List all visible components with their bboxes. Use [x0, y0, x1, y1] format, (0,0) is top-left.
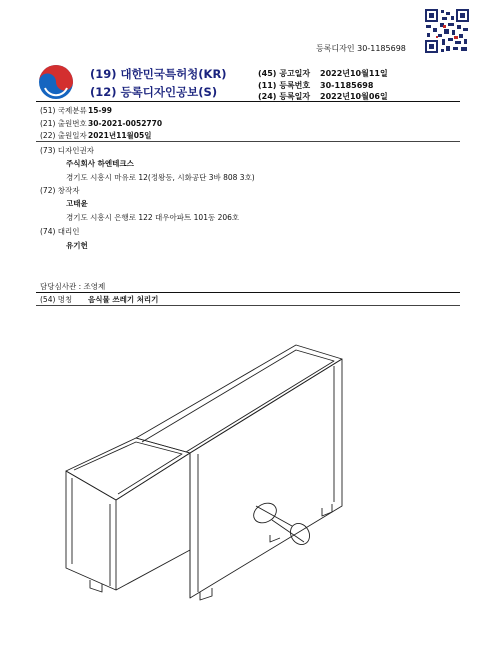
- inventor-label: (72) 창작자: [40, 186, 80, 195]
- meta-label: (11) 등록번호: [258, 81, 311, 90]
- field-value: 2021년11월05일: [88, 131, 152, 140]
- meta-value: 2022년10월11일: [320, 69, 388, 78]
- publication-kind: (12) 등록디자인공보(S): [90, 85, 218, 99]
- field-label: (22) 출원일자: [40, 131, 87, 140]
- field-label: (51) 국제분류: [40, 106, 87, 115]
- design-drawing: [60, 330, 430, 610]
- design-title: [40, 294, 158, 305]
- main-body-edges: [198, 366, 334, 592]
- kipo-logo-icon: [36, 62, 76, 102]
- section-divider: [36, 141, 460, 142]
- agent-label: (74) 대리인: [40, 227, 80, 236]
- issuing-office: (19) 대한민국특허청(KR): [90, 67, 227, 81]
- header-divider: [36, 101, 460, 102]
- meta-value: 2022년10월06일: [320, 92, 388, 101]
- title-divider-bottom: [36, 305, 460, 306]
- agent-name: 유기헌: [66, 241, 88, 250]
- lid-box-front: [66, 471, 116, 590]
- foot-rear-right: [322, 504, 332, 516]
- lid-box-side: [116, 453, 190, 590]
- field-value: 15-99: [88, 106, 112, 115]
- top-bevel: [142, 350, 334, 452]
- foot-middle: [270, 535, 280, 542]
- creator-address: 경기도 시흥시 마유로 12(정왕동, 시화공단 3바 808 3호): [66, 173, 255, 182]
- field-classification: [40, 105, 112, 116]
- field-label: (21) 출원번호: [40, 119, 87, 128]
- title-value: 음식물 쓰레기 처리기: [88, 295, 159, 304]
- creator-name: 주식회사 하엔테크스: [66, 159, 134, 168]
- meta-label: (24) 등록일자: [258, 92, 311, 101]
- inventor-address: 경기도 시흥시 은행로 122 대우아파트 101동 206호: [66, 213, 240, 222]
- foot-front-left: [90, 580, 102, 592]
- field-application-date: [40, 130, 151, 141]
- meta-publication-date: [258, 68, 388, 79]
- field-value: 30-2021-0052770: [88, 119, 163, 128]
- outlet-pipe-end: [287, 520, 314, 548]
- lid-box-edges: [72, 478, 110, 586]
- title-divider-top: [36, 292, 460, 293]
- creator-label: (73) 디자인권자: [40, 146, 95, 155]
- title-label: (54) 명칭: [40, 295, 73, 304]
- lid-top: [66, 438, 190, 500]
- field-application-number: [40, 118, 162, 129]
- main-body-top: [136, 345, 342, 453]
- inventor-name: 고태윤: [66, 199, 88, 208]
- main-body-front: [190, 359, 342, 598]
- foot-front-right: [200, 588, 212, 600]
- meta-registration-number: [258, 80, 373, 91]
- meta-label: (45) 공고일자: [258, 69, 311, 78]
- registration-number: 등록디자인 30-1185698: [316, 44, 406, 53]
- meta-value: 30-1185698: [320, 81, 374, 90]
- examiner: 담당심사관 : 조영제: [40, 282, 106, 291]
- qr-code: [424, 8, 470, 54]
